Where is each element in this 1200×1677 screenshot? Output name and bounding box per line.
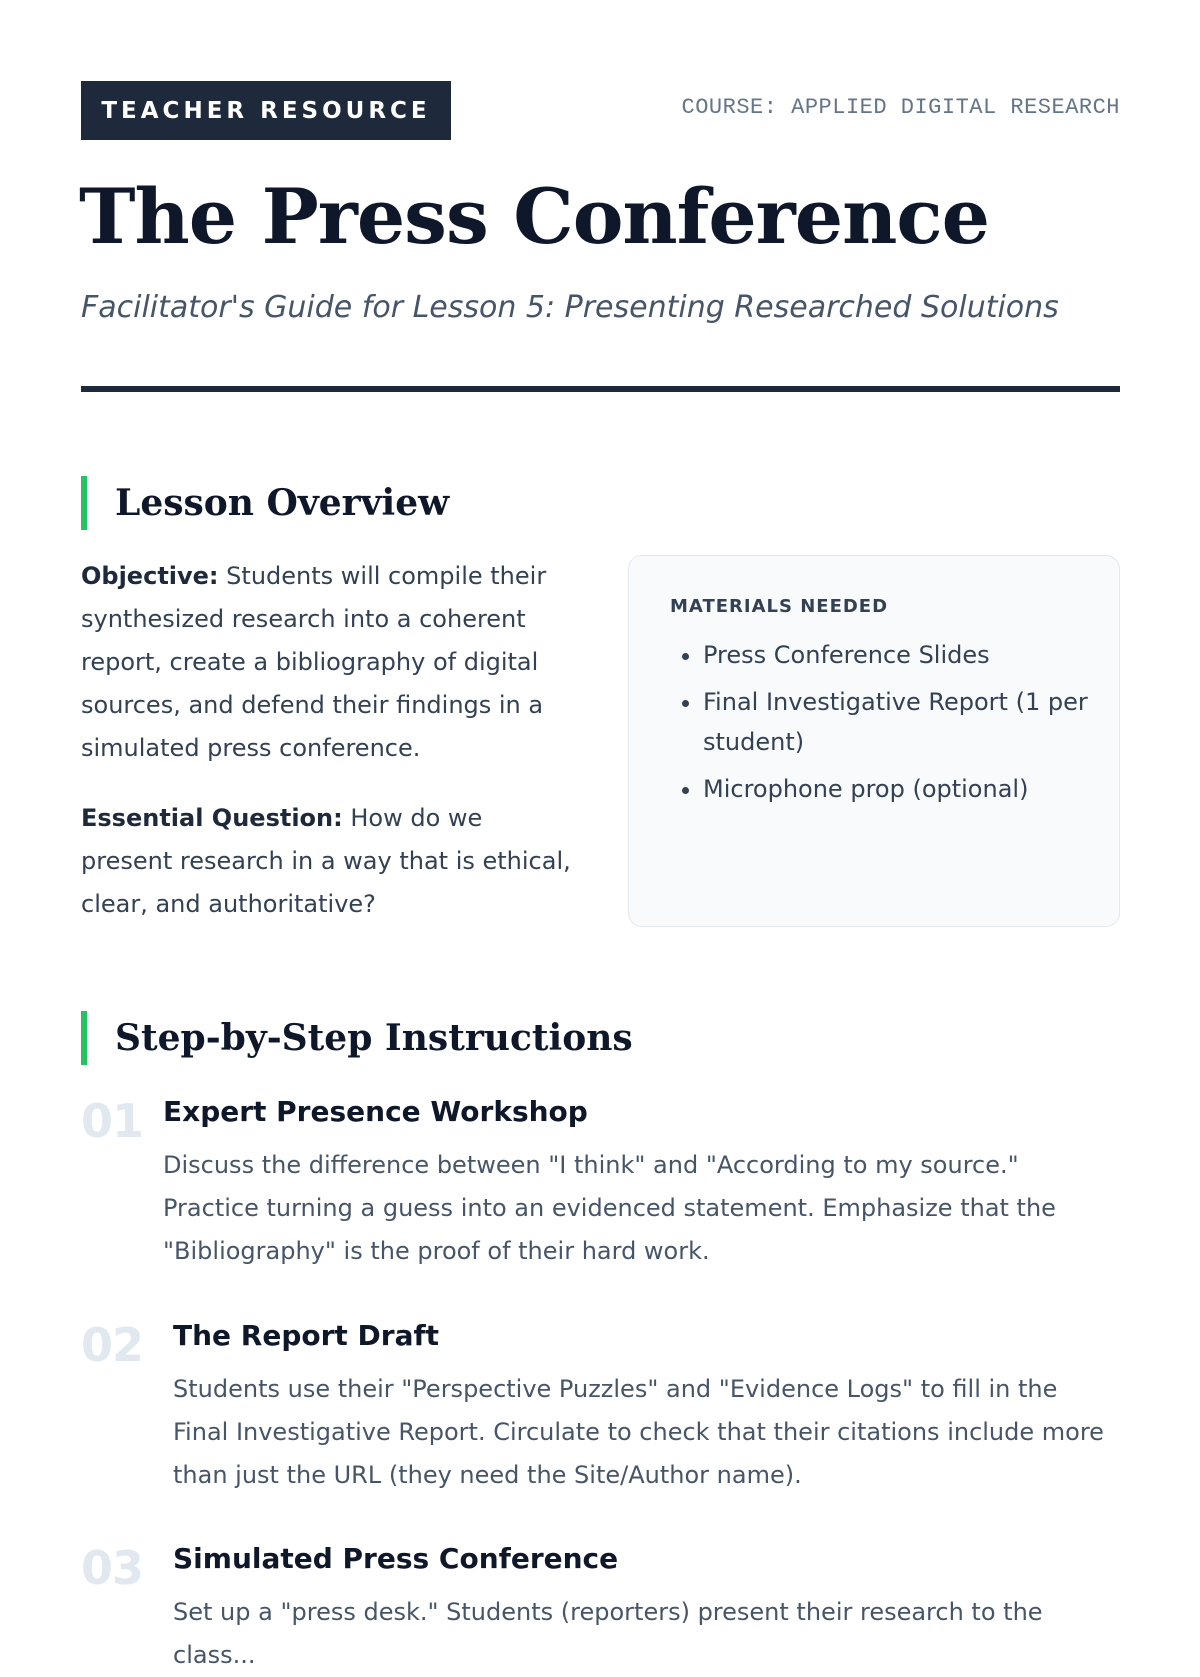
- essential-question-label: Essential Question:: [81, 804, 343, 832]
- step-title: The Report Draft: [173, 1319, 440, 1352]
- header-divider: [81, 386, 1120, 392]
- materials-item: • Microphone prop (optional): [703, 769, 1089, 809]
- materials-box: [628, 555, 1120, 927]
- page-title: The Press Conference: [79, 172, 989, 261]
- essential-question-text: How do we present research in a way that is ethical, clear, and authoritative?: [81, 804, 571, 918]
- course-label: COURSE: APPLIED DIGITAL RESEARCH: [681, 95, 1120, 120]
- objective-text: Students will compile their synthesized research into a coherent report, create a bibliography of digital sources, and defend their findings in a simulated press conference.: [81, 562, 547, 762]
- step-body: [163, 1094, 1120, 1273]
- materials-item: • Final Investigative Report (1 per student): [703, 682, 1089, 762]
- step-number: 02: [81, 1318, 144, 1372]
- materials-item: • Press Conference Slides: [703, 635, 1089, 675]
- step-number: 03: [81, 1541, 144, 1595]
- step-description: Students use their "Perspective Puzzles" and "Evidence Logs" to fill in the Final Investigative Report. Circulate to check that their citations include more than just the URL (they need the Site/Author name).: [173, 1375, 1104, 1489]
- objective-paragraph: [81, 555, 581, 770]
- step-title: Expert Presence Workshop: [163, 1095, 588, 1128]
- materials-title: MATERIALS NEEDED: [670, 596, 889, 617]
- section-heading-label: Lesson Overview: [115, 482, 450, 524]
- step-description: Set up a "press desk." Students (reporters) present their research to the class...: [173, 1598, 1043, 1669]
- section-heading-lesson-overview: [81, 476, 449, 530]
- step-body: [173, 1541, 1120, 1677]
- step-body: [173, 1318, 1120, 1497]
- section-heading-label: Step-by-Step Instructions: [115, 1017, 633, 1059]
- section-heading-instructions: [81, 1011, 633, 1065]
- essential-question-paragraph: [81, 797, 581, 926]
- step-description: Discuss the difference between "I think" and "According to my source." Practice turning a guess into an evidenced statement. Emphasize that the "Bibliography" is the proof of their hard work.: [163, 1151, 1056, 1265]
- objective-label: Objective:: [81, 562, 219, 590]
- materials-list: [670, 635, 1089, 809]
- teacher-guide-page: [79, 0, 1120, 1669]
- page-subtitle: Facilitator's Guide for Lesson 5: Presenting Researched Solutions: [81, 290, 1059, 325]
- step-title: Simulated Press Conference: [173, 1542, 619, 1575]
- overview-text: [81, 555, 581, 953]
- step-number: 01: [81, 1094, 144, 1148]
- teacher-resource-badge: TEACHER RESOURCE: [81, 81, 451, 140]
